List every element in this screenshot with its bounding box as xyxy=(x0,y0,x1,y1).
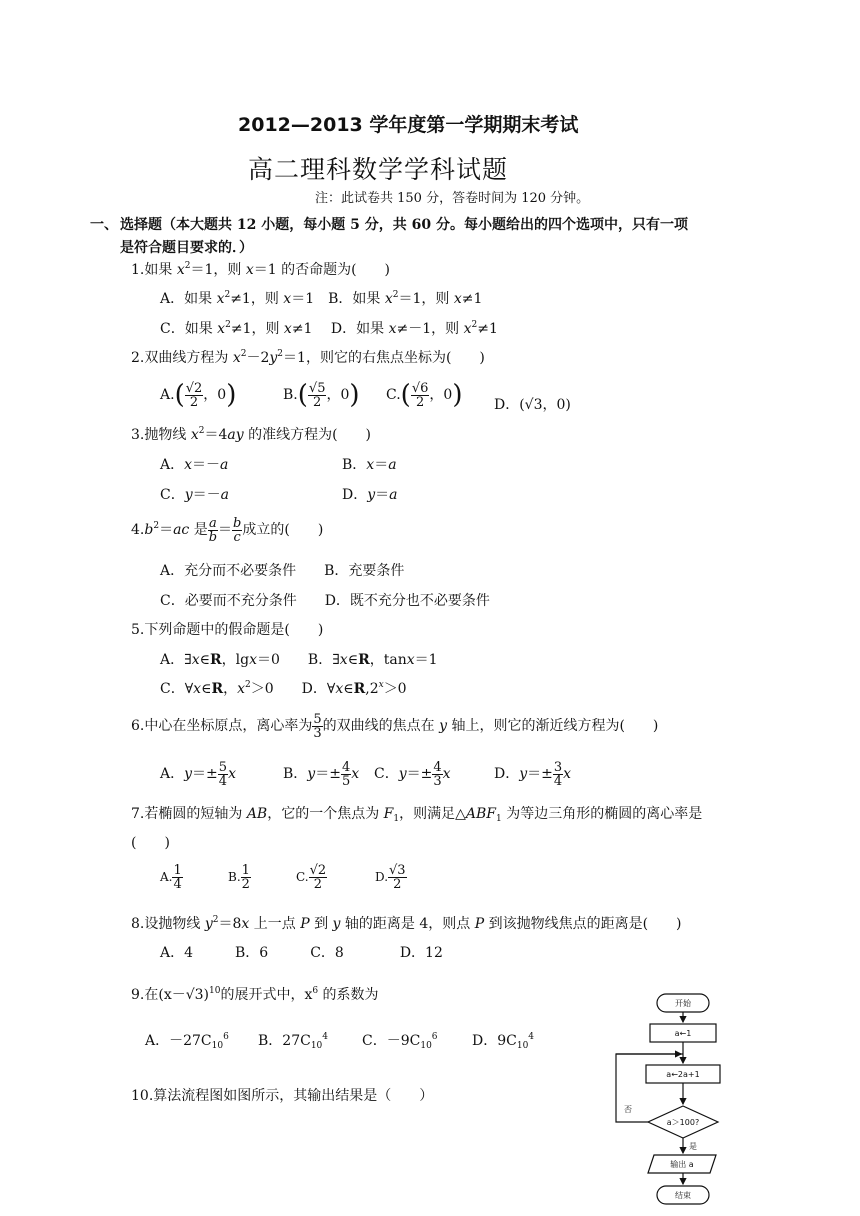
flowchart-condition-label: a＞100? xyxy=(666,1118,700,1127)
question-6-option-c: C．y＝± $\frac{4}{3}$ x xyxy=(374,759,451,789)
question-6: 6.中心在坐标原点，离心率为 $\frac{5}{3}$ 的双曲线的焦点在 y 轴上，则它的渐近线方程为( ) xyxy=(131,711,659,741)
section-instructions-line2: 是符合题目要求的．） xyxy=(120,240,253,256)
question-2: 2.双曲线方程为 $x^2-2y^2=1$，则它的右焦点坐标为( ) xyxy=(131,349,485,366)
exam-subtitle: 高二理科数学学科试题 xyxy=(248,155,509,184)
section-instructions-line1: 选择题（本大题共 12 小题，每小题 5 分，共 60 分。每小题给出的四个选项中，只有一项 xyxy=(120,217,688,233)
question-4-options-cd: C．必要而不充分条件 D．既不充分也不必要条件 xyxy=(160,593,490,609)
question-1: 1.如果 $x^2=1$，则 x＝1 的否命题为( ) xyxy=(131,261,390,278)
question-9-option-b: B．$27C_{10}^4$ xyxy=(258,1032,329,1051)
question-7-option-a: A. $\frac{1}{4}$ xyxy=(160,863,182,892)
question-5-options-cd: C．∀x∈R，$x^2>0$ D．$\forall x\in R,2^x>0$ xyxy=(160,680,407,697)
question-2-option-c: C.( $\frac{√6}{2}$ ，0) xyxy=(386,380,463,410)
question-1-options-cd: C．如果 $x^2\ne 1$，则 x≠1 D．如果 x≠－1，则 $x^2\ne 1$ xyxy=(160,320,498,337)
question-7: 7.若椭圆的短轴为 AB，它的一个焦点为 $F_1$，则满足$\triangle ABF_1$ 为等边三角形的椭圆的离心率是 xyxy=(131,806,703,824)
exam-note: 注：此试卷共 150 分，答卷时间为 120 分钟。 xyxy=(315,191,590,206)
question-9: 9.在$(x-√3)^{10}$的展开式中，$x^6$ 的系数为 xyxy=(131,986,379,1003)
question-2-option-a: A.( $\frac{√2}{2}$ ，0) xyxy=(160,380,237,410)
question-6-option-a: A．y＝± $\frac{5}{4}$ x xyxy=(160,759,236,789)
question-4: $4.b^2=ac$ 是 $\frac{a}{b}$ ＝ $\frac{b}{c}$ 成立的( ) xyxy=(131,515,324,545)
section-number: 一、 xyxy=(90,217,118,233)
question-7-paren: ( ) xyxy=(131,835,170,851)
flowchart-init-label: a←1 xyxy=(674,1029,692,1038)
flowchart-end-label: 结束 xyxy=(675,1191,691,1200)
question-2-option-b: B.( $\frac{√5}{2}$ ，0) xyxy=(283,380,360,410)
question-7-option-b: B. $\frac{1}{2}$ xyxy=(228,863,250,892)
question-1-options-ab: A．如果 $x^2\ne 1$，则 x＝1 B．如果 $x^2=1$，则 x≠1 xyxy=(160,290,483,307)
question-3-option-d: D．y＝a xyxy=(342,487,398,503)
flowchart-start-label: 开始 xyxy=(675,999,691,1008)
question-9-option-d: D．$9C_{10}^4$ xyxy=(472,1032,535,1051)
flowchart-yes-label: 是 xyxy=(689,1142,697,1151)
flowchart xyxy=(610,988,740,1210)
question-3: 3.抛物线 $x^2=4ay$ 的准线方程为( ) xyxy=(131,426,372,443)
question-6-option-b: B．y＝± $\frac{4}{5}$ x xyxy=(283,759,360,789)
flowchart-update-label: a←2a+1 xyxy=(666,1070,700,1079)
question-3-option-a: A．x＝－a xyxy=(160,457,229,473)
flowchart-no-label: 否 xyxy=(624,1105,632,1114)
question-3-option-c: C．y＝－a xyxy=(160,487,229,503)
question-5: 5.下列命题中的假命题是( ) xyxy=(131,622,324,638)
question-8-options: A．4 B．6 C．8 D．12 xyxy=(160,945,443,961)
question-8: 8.设抛物线 $y^2=8x$ 上一点 P 到 y 轴的距离是 4，则点 P 到该抛物线焦点的距离是( ) xyxy=(131,915,682,932)
question-9-option-c: C．$-9C_{10}^6$ xyxy=(362,1032,438,1051)
question-4-options-ab: A．充分而不必要条件 B．充要条件 xyxy=(160,563,405,579)
exam-title: 2012—2013 学年度第一学期期末考试 xyxy=(238,114,579,136)
question-5-options-ab: A．∃x∈R，lgx＝0 B．∃x∈R，tanx＝1 xyxy=(160,652,438,668)
question-2-option-d: D．(√3，0) xyxy=(494,397,571,413)
question-6-option-d: D．y＝± $\frac{3}{4}$ x xyxy=(494,759,572,789)
question-3-option-b: B．x＝a xyxy=(342,457,397,473)
question-10: 10.算法流程图如图所示，其输出结果是（ ） xyxy=(131,1088,434,1104)
flowchart-svg xyxy=(610,988,740,1210)
question-7-option-c: C. $\frac{√2}{2}$ xyxy=(296,863,327,892)
flowchart-output-label: 输出 a xyxy=(670,1160,694,1169)
question-9-option-a: A．$-27C_{10}^6$ xyxy=(145,1032,229,1051)
question-7-option-d: D. $\frac{√3}{2}$ xyxy=(375,863,406,892)
